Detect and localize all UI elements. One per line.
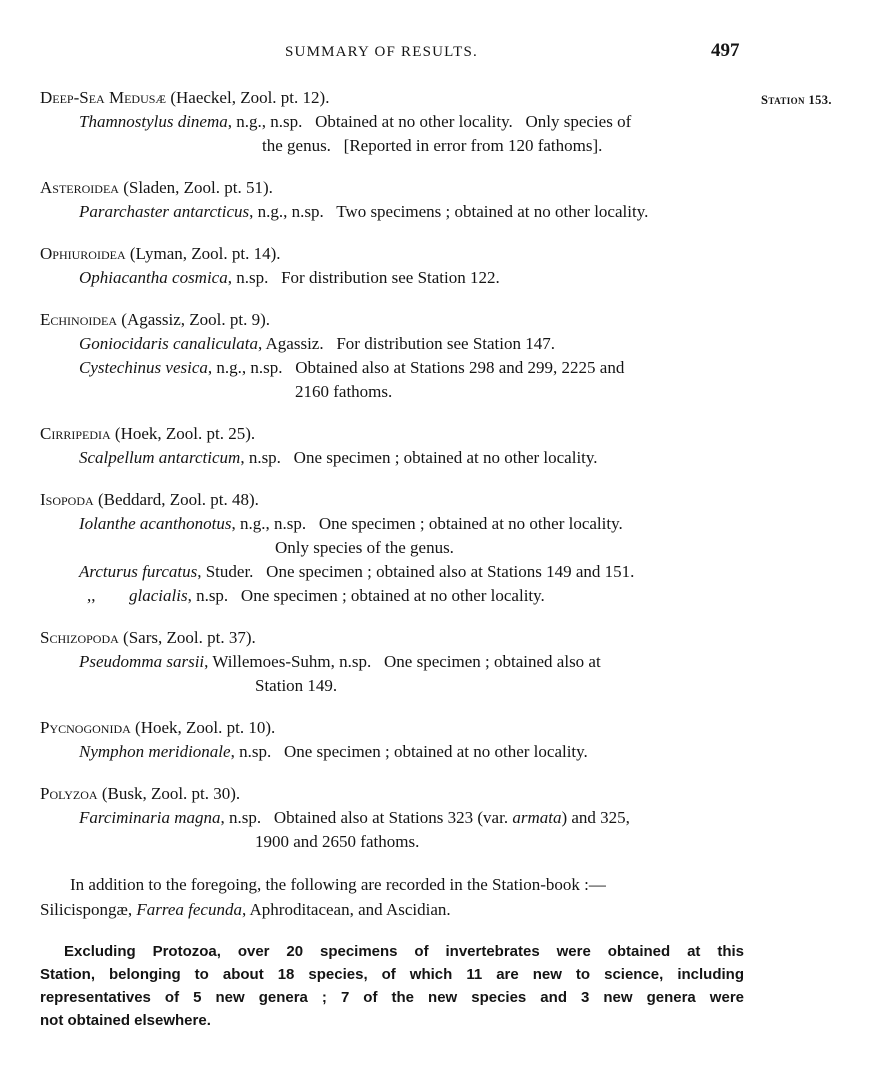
species-entry [79, 266, 750, 290]
entry-continuation [79, 134, 750, 158]
entry-continuation [79, 380, 750, 404]
station-book-note [40, 872, 750, 922]
entry-line [79, 584, 750, 608]
group-ref: (Busk, Zool. pt. 30). [97, 784, 241, 803]
group-schizopoda [40, 626, 750, 698]
group-heading [40, 782, 750, 806]
species-entry [79, 740, 750, 764]
summary-line-4: not obtained elsewhere. [40, 1012, 211, 1029]
entry-line [79, 560, 750, 584]
note-text-a: Silicispongæ, [40, 900, 137, 919]
summary-line-1: Excluding Protozoa, over 20 specimens of invertebrates were obtained at this [64, 943, 744, 960]
entry-continuation [79, 830, 750, 854]
species-name: Iolanthe acanthonotus [79, 514, 232, 533]
species-details: , Studer. One specimen ; obtained also at Stations 149 and 151. [197, 562, 635, 581]
results-content [40, 86, 750, 1032]
species-name: Scalpellum antarcticum [79, 448, 241, 467]
species-details: , n.sp. For distribution see Station 122. [227, 268, 500, 287]
species-details: , n.sp. One specimen ; obtained at no other locality. [187, 586, 545, 605]
species-entry [79, 332, 750, 404]
group-heading [40, 86, 750, 110]
group-ref: (Agassiz, Zool. pt. 9). [117, 310, 271, 329]
entry-line [79, 446, 750, 470]
species-details: , n.g., n.sp. Two specimens ; obtained at no other locality. [249, 202, 649, 221]
entry-line [79, 356, 750, 380]
entry-line [79, 332, 750, 356]
group-heading [40, 488, 750, 512]
group-medusae [40, 86, 750, 158]
group-name: Pycnogonida [40, 718, 131, 737]
entry-line [79, 740, 750, 764]
species-details: , n.sp. Obtained also at Stations 323 (var. [220, 808, 513, 827]
entry-line [79, 200, 750, 224]
group-heading [40, 626, 750, 650]
group-ref: (Sladen, Zool. pt. 51). [118, 178, 273, 197]
species-entry [79, 110, 750, 158]
species-entry [79, 512, 750, 608]
group-name: Isopoda [40, 490, 94, 509]
continuation-text: 2160 fathoms. [295, 382, 393, 401]
species-name: Nymphon meridionale [79, 742, 231, 761]
group-heading [40, 308, 750, 332]
entry-line [79, 266, 750, 290]
group-name: Deep-Sea Medusæ [40, 88, 167, 107]
note-line-2 [40, 897, 750, 922]
variety-name: armata [512, 808, 562, 827]
group-polyzoa [40, 782, 750, 854]
station-label-text: Station 153. [761, 93, 832, 107]
continuation-text: 1900 and 2650 fathoms. [255, 832, 420, 851]
species-name: Arcturus furcatus [79, 562, 198, 581]
group-name: Polyzoa [40, 784, 98, 803]
group-name: Cirripedia [40, 424, 111, 443]
species-details: , n.g., n.sp. Obtained at no other locality. Only species of [227, 112, 632, 131]
species-details: , n.sp. One specimen ; obtained at no other locality. [230, 742, 588, 761]
group-isopoda [40, 488, 750, 608]
group-ref: (Lyman, Zool. pt. 14). [125, 244, 281, 263]
continuation-text: Only species of the genus. [275, 538, 454, 557]
species-name: glacialis [129, 586, 188, 605]
species-name: Ophiacantha cosmica [79, 268, 228, 287]
species-entry [79, 446, 750, 470]
species-name: Cystechinus vesica [79, 358, 208, 377]
species-details: , n.g., n.sp. Obtained also at Stations 298 and 299, 2225 and [207, 358, 625, 377]
species-name: Thamnostylus dinema [79, 112, 228, 131]
group-cirripedia [40, 422, 750, 470]
station-summary [40, 940, 744, 1032]
group-ophiuroidea [40, 242, 750, 290]
entry-continuation [79, 674, 750, 698]
species-name: Farciminaria magna [79, 808, 221, 827]
continuation-text: the genus. [Reported in error from 120 fathoms]. [262, 136, 603, 155]
ditto-mark: ,, [87, 586, 96, 605]
running-title: SUMMARY OF RESULTS. [285, 44, 478, 60]
summary-line-2: Station, belonging to about 18 species, of which 11 are new to science, including [40, 966, 744, 983]
species-details: , Agassiz. For distribution see Station 147. [257, 334, 555, 353]
entry-line [79, 650, 750, 674]
entry-line [79, 512, 750, 536]
entry-continuation [79, 536, 750, 560]
group-heading [40, 242, 750, 266]
species-details: , n.g., n.sp. One specimen ; obtained at no other locality. [231, 514, 623, 533]
continuation-text: Station 149. [255, 676, 338, 695]
group-ref: (Haeckel, Zool. pt. 12). [166, 88, 330, 107]
species-name: Goniocidaris canaliculata [79, 334, 258, 353]
group-ref: (Hoek, Zool. pt. 25). [110, 424, 256, 443]
entry-line [79, 110, 750, 134]
species-entry [79, 650, 750, 698]
species-details: , Willemoes-Suhm, n.sp. One specimen ; obtained also at [204, 652, 601, 671]
species-details: , n.sp. One specimen ; obtained at no other locality. [240, 448, 598, 467]
species-details-end: ) and 325, [561, 808, 630, 827]
note-text-b: , Aphroditacean, and Ascidian. [241, 900, 451, 919]
station-label [761, 93, 832, 108]
group-heading [40, 422, 750, 446]
group-name: Echinoidea [40, 310, 118, 329]
species-entry [79, 200, 750, 224]
species-entry [79, 806, 750, 854]
group-name: Schizopoda [40, 628, 119, 647]
species-name: Pararchaster antarcticus [79, 202, 250, 221]
group-heading [40, 176, 750, 200]
summary-line-3: representatives of 5 new genera ; 7 of the new species and 3 new genera were [40, 989, 744, 1006]
entry-line [79, 806, 750, 830]
species-name: Pseudomma sarsii [79, 652, 205, 671]
group-pycnogonida [40, 716, 750, 764]
group-asteroidea [40, 176, 750, 224]
note-species: Farrea fecunda [136, 900, 242, 919]
group-ref: (Beddard, Zool. pt. 48). [93, 490, 259, 509]
group-heading [40, 716, 750, 740]
note-line-1: In addition to the foregoing, the following are recorded in the Station-book :— [70, 875, 606, 894]
page-number: 497 [711, 40, 740, 61]
group-ref: (Sars, Zool. pt. 37). [118, 628, 256, 647]
group-echinoidea [40, 308, 750, 404]
group-name: Asteroidea [40, 178, 119, 197]
group-name: Ophiuroidea [40, 244, 126, 263]
group-ref: (Hoek, Zool. pt. 10). [130, 718, 276, 737]
